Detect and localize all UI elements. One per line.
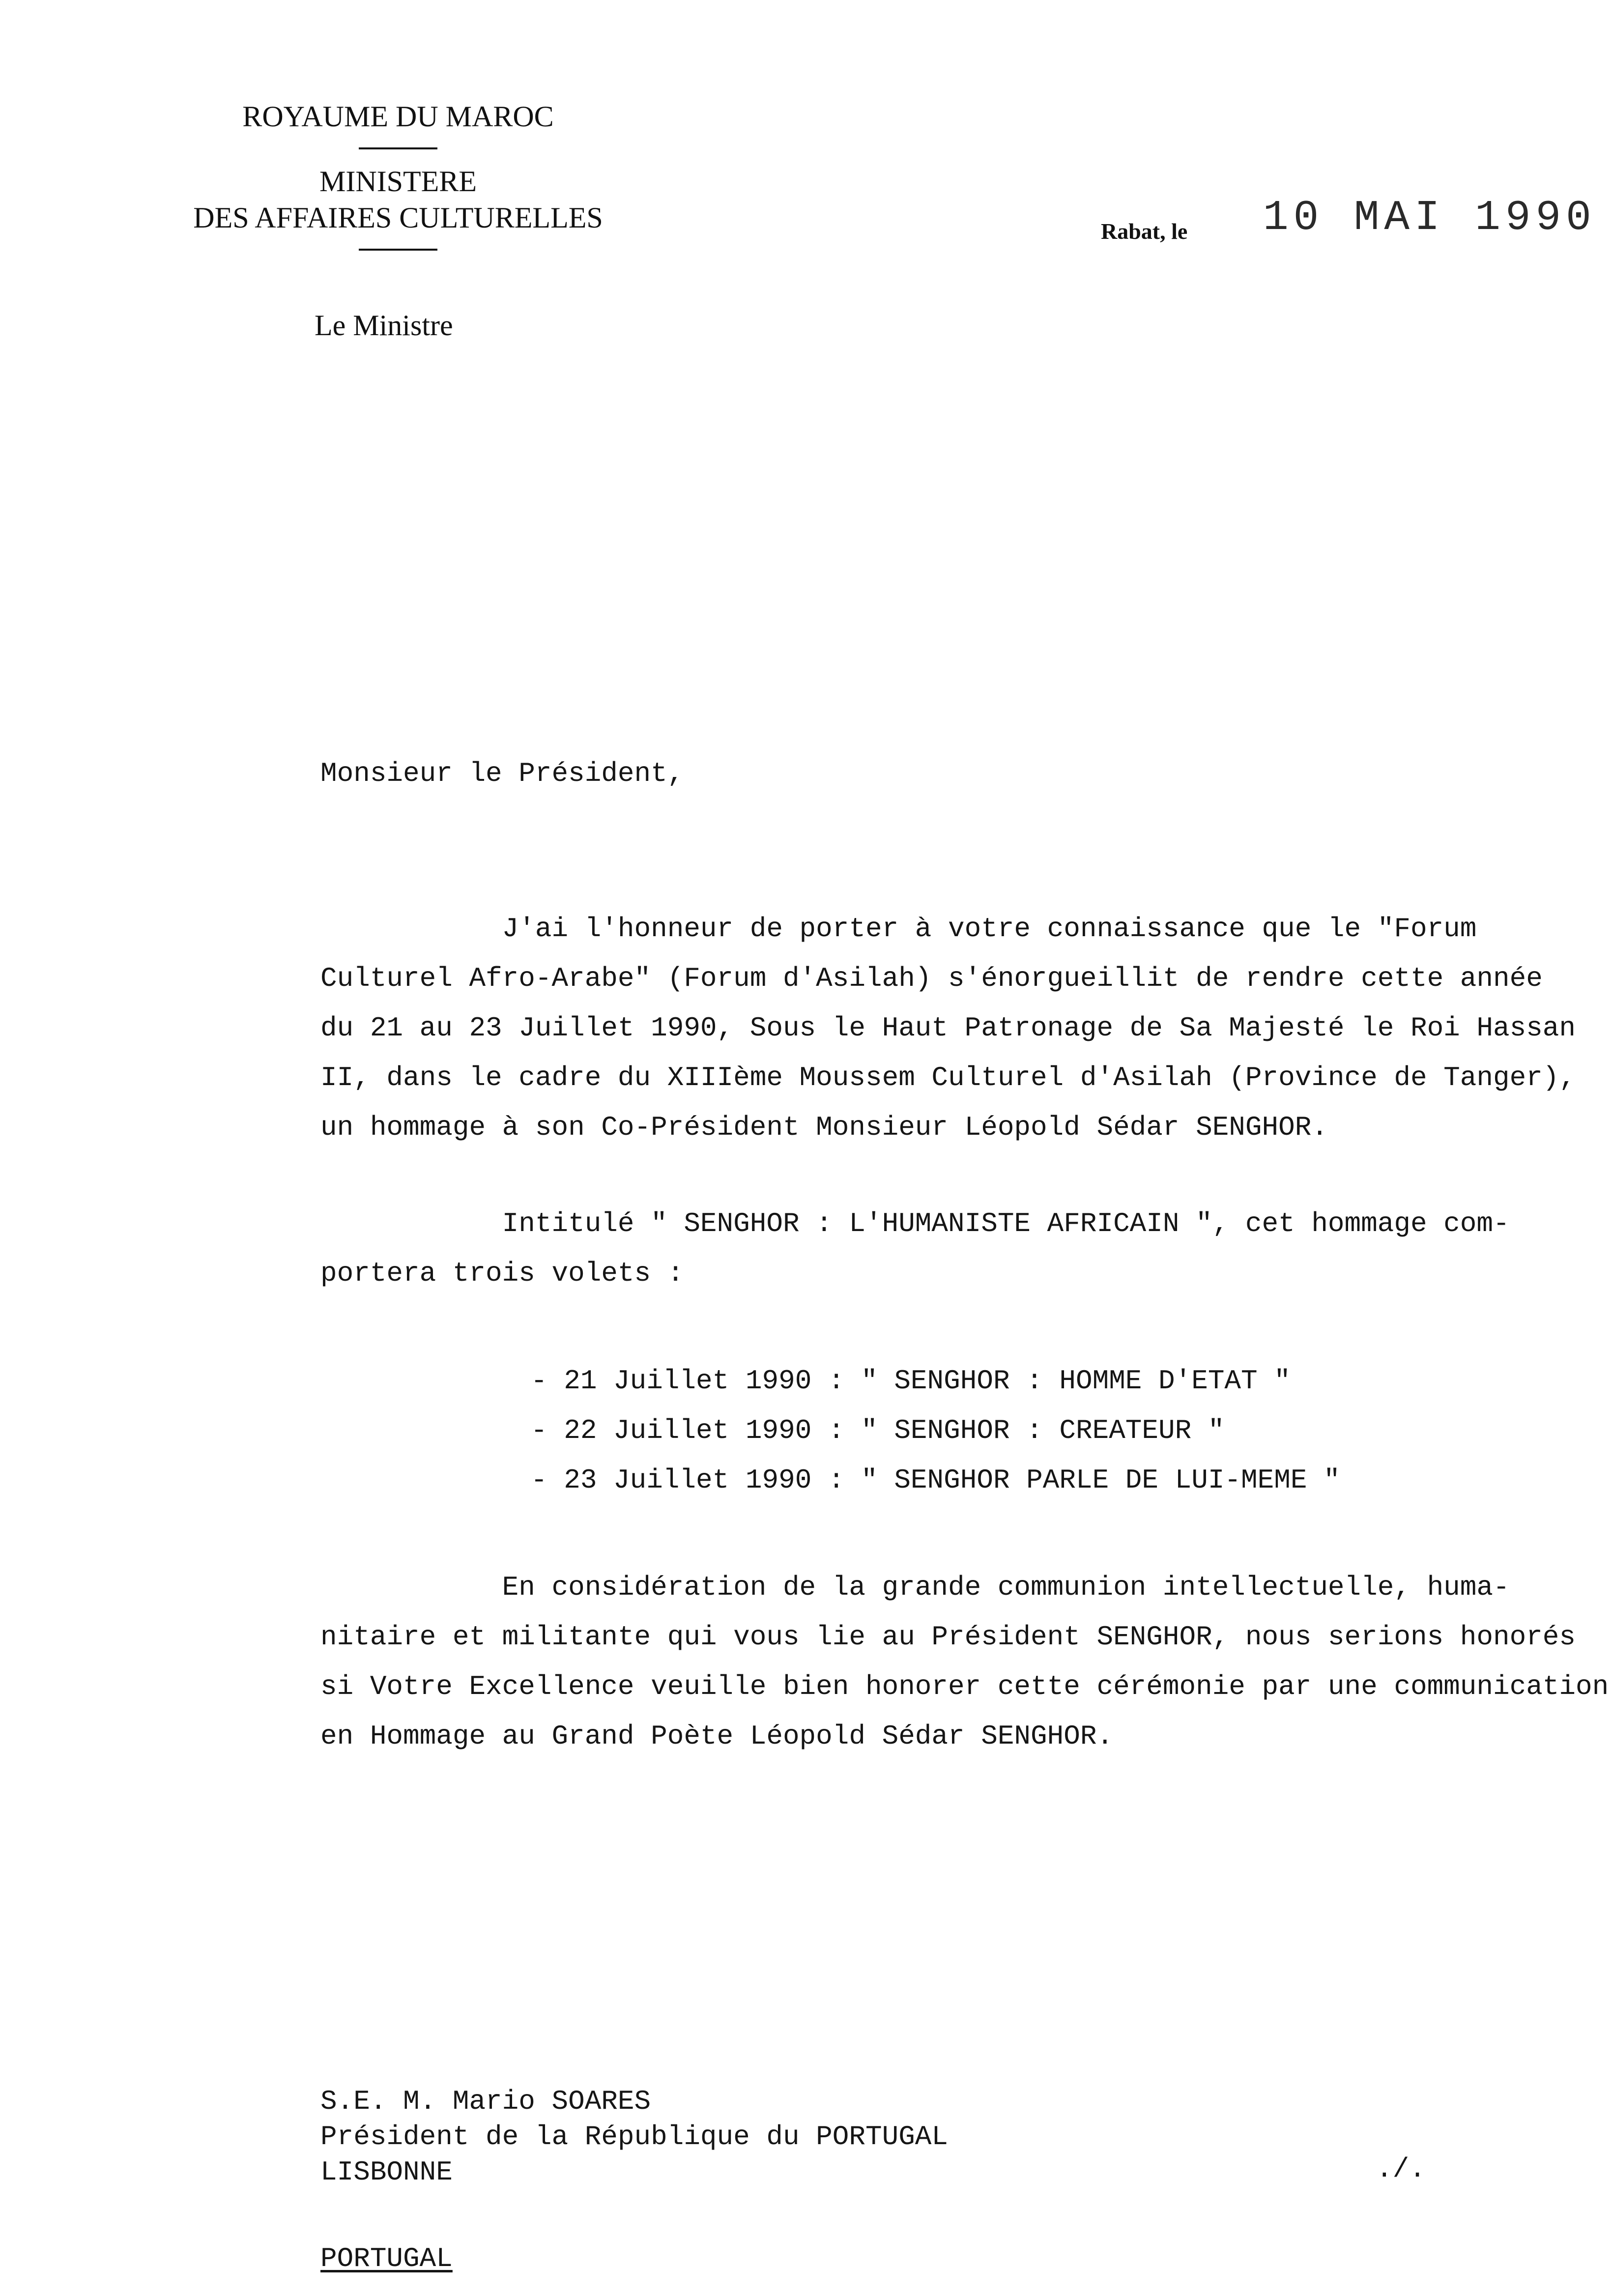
- letterhead-ministry: MINISTERE: [319, 165, 477, 198]
- paragraph-line: portera trois volets :: [320, 1258, 684, 1289]
- addressee-city: LISBONNE: [320, 2156, 453, 2188]
- date-stamp: 10 MAI 1990: [1263, 194, 1596, 242]
- paragraph-line: en Hommage au Grand Poète Léopold Sédar SENGHOR.: [320, 1721, 1114, 1752]
- salutation: Monsieur le Président,: [320, 758, 684, 789]
- paragraph-request: [320, 1563, 1609, 1761]
- paragraph-intro: [320, 904, 1598, 1152]
- addressee-spacer: [320, 2190, 948, 2241]
- paragraph-line: du 21 au 23 Juillet 1990, Sous le Haut Patronage de Sa Majesté le Roi Hassan: [320, 1012, 1576, 1044]
- paragraph-title: [320, 1199, 1598, 1298]
- date-label: Rabat, le: [1101, 219, 1188, 244]
- addressee-country: PORTUGAL: [320, 2243, 453, 2274]
- letterhead-divider: [359, 147, 437, 149]
- event-item: - 23 Juillet 1990 : " SENGHOR PARLE DE LUI-MEME ": [531, 1464, 1340, 1496]
- paragraph-line: Intitulé " SENGHOR : L'HUMANISTE AFRICAIN ", cet hommage com-: [320, 1208, 1510, 1239]
- continuation-mark: ./.: [1376, 2153, 1426, 2185]
- event-item: - 22 Juillet 1990 : " SENGHOR : CREATEUR ": [531, 1415, 1225, 1446]
- letterhead-kingdom: ROYAUME DU MAROC: [242, 100, 554, 133]
- addressee-title: Président de la République du PORTUGAL: [320, 2121, 949, 2152]
- paragraph-line: Culturel Afro-Arabe" (Forum d'Asilah) s'énorgueillit de rendre cette année: [320, 963, 1543, 994]
- paragraph-line: un hommage à son Co-Président Monsieur Léopold Sédar SENGHOR.: [320, 1112, 1328, 1143]
- paragraph-line: si Votre Excellence veuille bien honorer cette cérémonie par une communication: [320, 1671, 1609, 1702]
- letterhead: [143, 98, 654, 264]
- signatory-title: Le Ministre: [315, 309, 453, 342]
- addressee-block: [320, 2084, 948, 2276]
- event-item: - 21 Juillet 1990 : " SENGHOR : HOMME D'ETAT ": [531, 1365, 1291, 1397]
- letterhead-ministry-name: DES AFFAIRES CULTURELLES: [193, 201, 603, 234]
- paragraph-line: nitaire et militante qui vous lie au Président SENGHOR, nous serions honorés: [320, 1621, 1576, 1653]
- paragraph-line: J'ai l'honneur de porter à votre connaissance que le "Forum: [320, 913, 1477, 945]
- paragraph-line: II, dans le cadre du XIIIème Moussem Culturel d'Asilah (Province de Tanger),: [320, 1062, 1576, 1093]
- letterhead-divider: [359, 249, 437, 251]
- event-list: [531, 1356, 1340, 1505]
- addressee-name: S.E. M. Mario SOARES: [320, 2086, 651, 2117]
- paragraph-line: En considération de la grande communion intellectuelle, huma-: [320, 1572, 1510, 1603]
